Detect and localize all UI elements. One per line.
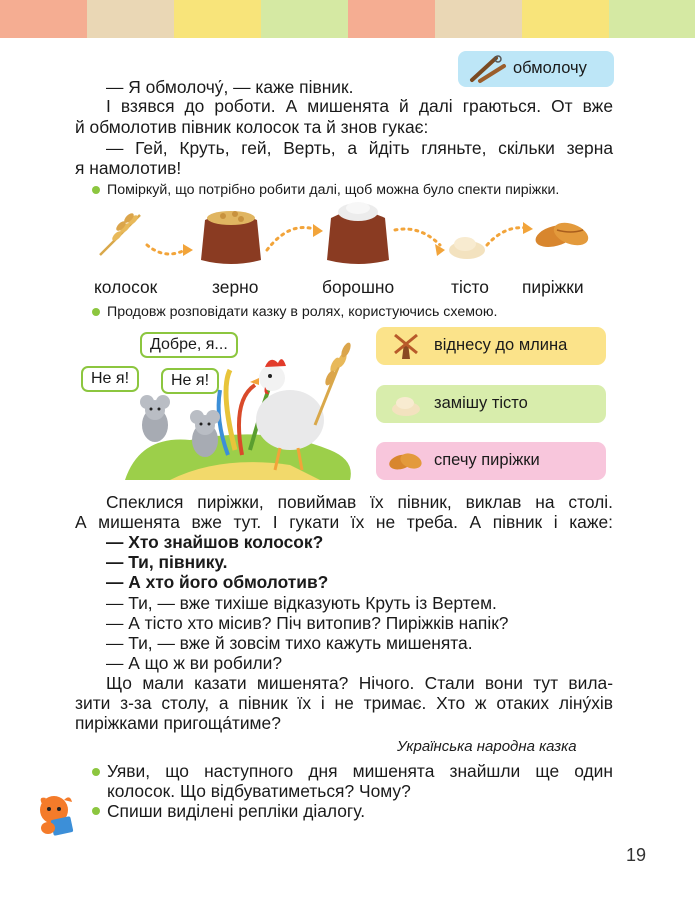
text-line: — А що ж ви робили? — [106, 653, 283, 673]
speech-bubble-rooster: Добре, я... — [140, 332, 238, 358]
arrow-icon — [395, 229, 440, 245]
speech-bubble-mouse-left: Не я! — [81, 366, 139, 392]
sequence-label: борошно — [322, 277, 395, 297]
text-line: — А тісто хто місив? Піч витопив? Пиріжків напік? — [106, 613, 509, 633]
text-line: пиріжками пригоща́тиме? — [75, 713, 281, 733]
bullet-dot — [92, 768, 100, 776]
action-chip — [376, 442, 606, 480]
text-line: — Ти, — вже й зовсім тихо кажуть мишенята. — [106, 633, 473, 653]
text-line: я намолотив! — [75, 158, 182, 178]
question-text: Спиши виділені репліки діалогу. — [107, 801, 366, 821]
text-line: зити з-за столу, а півник їх і не тримає. Хто ж отаких ліну́хів — [75, 693, 613, 713]
text-line: — Я обмолочу́, — каже півник. — [106, 77, 354, 97]
wheat-sheaf-icon — [315, 341, 353, 425]
arrow-icon — [267, 228, 317, 251]
question-text: колосок. Що відбуватиметься? Чому? — [107, 781, 411, 801]
chip-label: віднесу до млина — [434, 336, 568, 354]
sequence-label: тісто — [451, 277, 489, 297]
stripe — [435, 0, 522, 38]
arrow-icon — [147, 245, 185, 254]
sequence-label: зерно — [212, 277, 259, 297]
highlighted-line: — Ти, півнику. — [106, 552, 228, 572]
text-line: — Гей, Круть, гей, Верть, а йдіть гляньте, скільки зерна — [106, 138, 613, 158]
sequence-label: колосок — [94, 277, 158, 297]
question-text: Уяви, що наступного дня мишенята знайшли ще один — [107, 761, 613, 781]
pies-icon — [533, 218, 591, 250]
mouse-icon — [140, 395, 170, 442]
stripe — [522, 0, 609, 38]
mouse-icon — [190, 410, 220, 457]
text-line: й обмолотив півник колосок та й знов гукає: — [75, 117, 429, 137]
windmill-icon — [391, 331, 421, 361]
dough-icon — [449, 237, 485, 259]
chip-label: спечу пиріжки — [434, 451, 540, 469]
stripe — [87, 0, 174, 38]
stripe — [609, 0, 695, 38]
vocab-word: обмолочу — [513, 59, 587, 77]
stripe — [348, 0, 435, 38]
text-line: Спеклися пиріжки, повиймав їх півник, виклав на столі. — [106, 492, 613, 512]
arrow-icon — [487, 228, 527, 245]
task-text: Поміркуй, що потрібно робити далі, щоб можна було спекти пиріжки. — [107, 182, 560, 198]
stripe — [261, 0, 348, 38]
bullet-dot — [92, 807, 100, 815]
text-line: І взявся до роботи. А мишенята й далі граються. От вже — [106, 96, 613, 116]
wheat-icon — [100, 212, 140, 255]
text-line: Що мали казати мишенята? Нічого. Стали вони тут вила- — [106, 673, 613, 693]
chip-label: замішу тісто — [434, 394, 528, 412]
action-chip — [376, 385, 606, 423]
stripe — [0, 0, 87, 38]
task-text: Продовж розповідати казку в ролях, користуючись схемою. — [107, 304, 498, 320]
flour-sack-icon — [327, 202, 389, 264]
highlighted-line: — А хто його обмолотив? — [106, 572, 329, 592]
source-caption: Українська народна казка — [397, 738, 577, 755]
grain-sack-icon — [201, 211, 261, 264]
speech-bubble-mouse-right: Не я! — [161, 368, 219, 394]
bullet-dot — [92, 308, 100, 316]
text-line: — Ти, — вже тихіше відказують Круть із Вертем. — [106, 593, 497, 613]
mascot-reading-icon — [34, 792, 80, 838]
action-chip — [376, 327, 606, 365]
page-number: 19 — [626, 845, 647, 865]
sequence-label: пиріжки — [522, 277, 584, 297]
pies-icon — [388, 448, 424, 474]
flail-icon — [466, 54, 508, 84]
stripe — [174, 0, 261, 38]
highlighted-line: — Хто знайшов колосок? — [106, 532, 324, 552]
vocab-box — [458, 51, 614, 87]
bullet-dot — [92, 186, 100, 194]
process-illustration — [95, 200, 615, 270]
text-line: А мишенята вже тут. І гукати їх не треба. А півник і каже: — [75, 512, 613, 532]
dough-icon — [390, 391, 422, 417]
